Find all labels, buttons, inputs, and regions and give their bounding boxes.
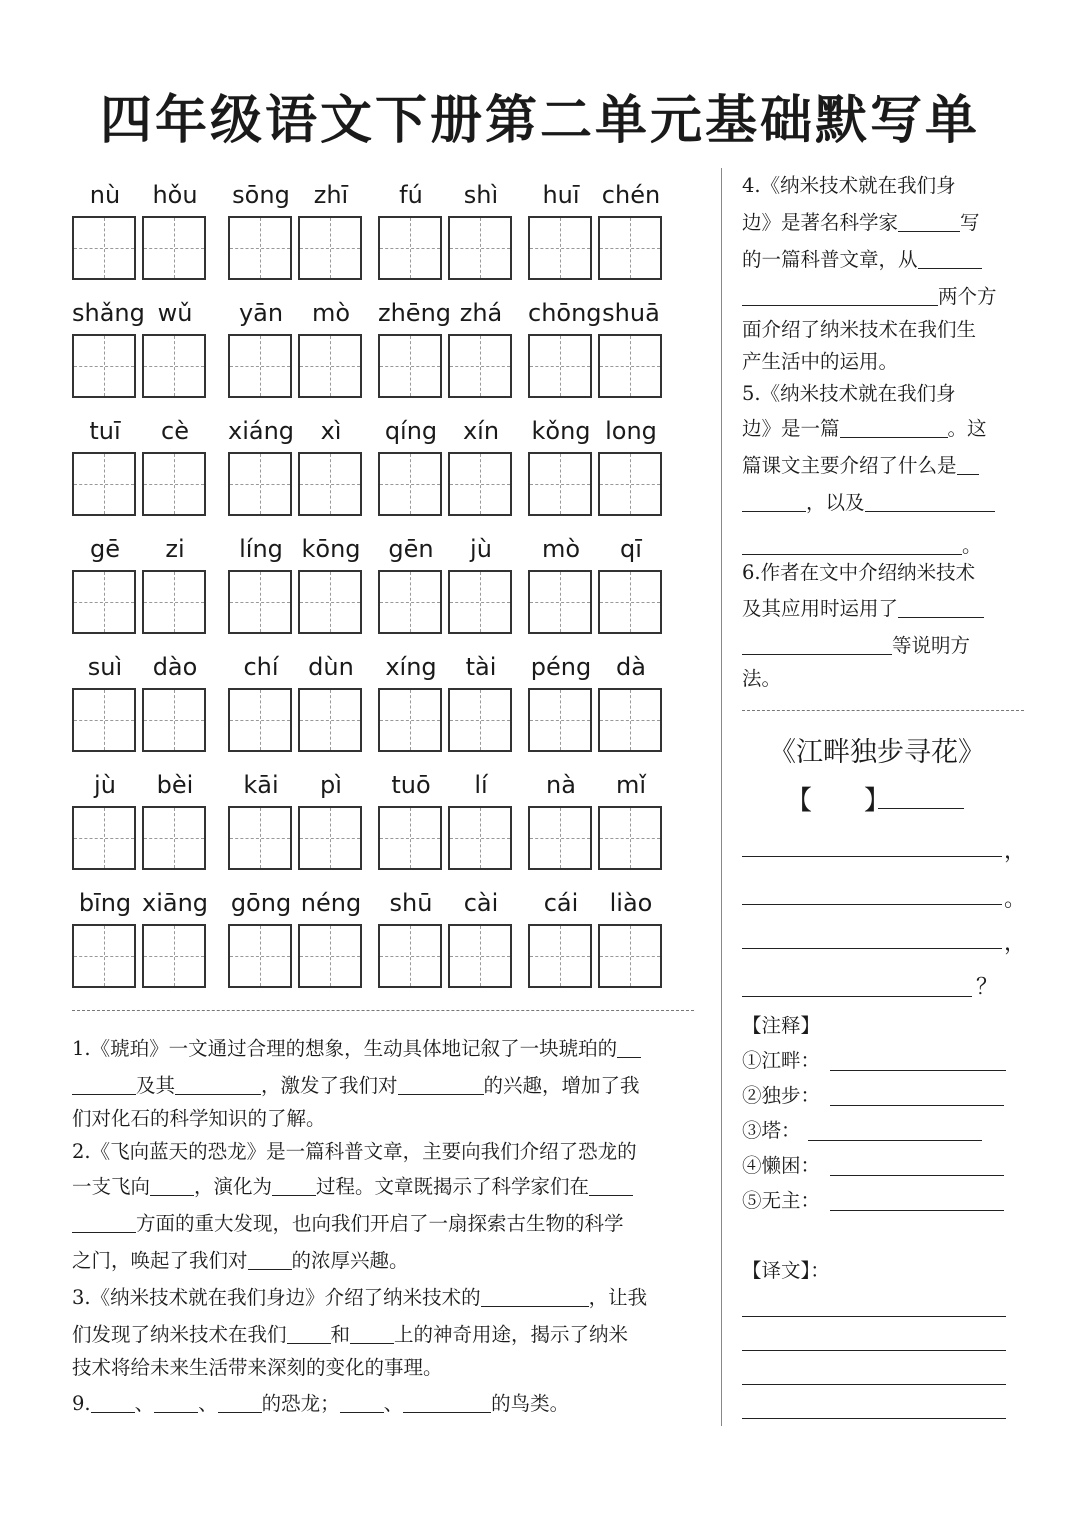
character-writing-box[interactable] [528, 216, 592, 280]
character-writing-box[interactable] [142, 452, 206, 516]
pinyin-label: zhá [459, 299, 503, 327]
pinyin-label: mò [311, 299, 351, 327]
blank[interactable] [742, 532, 962, 555]
word-pair [72, 762, 212, 880]
poem-author-blank[interactable] [878, 808, 964, 809]
word-pair [228, 762, 368, 880]
character-writing-box[interactable] [448, 924, 512, 988]
blank[interactable] [340, 1390, 384, 1413]
blank[interactable] [154, 1390, 198, 1413]
character-writing-box[interactable] [228, 688, 292, 752]
pinyin-label: shū [389, 889, 433, 917]
pinyin-label: nà [546, 771, 576, 799]
note-label: ④懒困： [742, 1154, 821, 1177]
word-pair [228, 172, 368, 290]
pinyin-label: dào [152, 653, 198, 681]
blank[interactable] [150, 1173, 194, 1196]
word-pair [72, 290, 212, 408]
pinyin-label: zi [165, 535, 185, 563]
pinyin-label: cài [463, 889, 499, 917]
blank[interactable] [617, 1035, 641, 1058]
pinyin-label: qī [620, 535, 642, 563]
pinyin-label: nù [89, 181, 121, 209]
word-pair [72, 526, 212, 644]
character-writing-box[interactable] [72, 806, 136, 870]
character-writing-box[interactable] [528, 570, 592, 634]
pinyin-label: cè [161, 417, 189, 445]
pinyin-label: mò [541, 535, 581, 563]
character-writing-box[interactable] [598, 688, 662, 752]
character-writing-box[interactable] [298, 924, 362, 988]
blank[interactable] [918, 246, 982, 269]
pinyin-row [72, 526, 672, 644]
note-blank[interactable] [830, 1210, 1004, 1211]
word-pair [72, 880, 212, 998]
note-blank[interactable] [808, 1140, 982, 1141]
note-label: ③塔： [742, 1119, 801, 1142]
character-writing-box[interactable] [72, 924, 136, 988]
pinyin-label: cái [543, 889, 579, 917]
blank[interactable] [287, 1321, 331, 1344]
pinyin-label: líng [239, 535, 283, 563]
pinyin-label: xiāng [142, 889, 209, 917]
character-writing-box[interactable] [378, 570, 442, 634]
pinyin-label: kāi [243, 771, 279, 799]
translation-line[interactable] [742, 1418, 1006, 1419]
character-writing-box[interactable] [448, 570, 512, 634]
word-pair [528, 526, 668, 644]
word-pair [72, 172, 212, 290]
blank[interactable] [403, 1390, 491, 1413]
pinyin-row [72, 644, 672, 762]
pinyin-label: jù [470, 535, 492, 563]
word-pair [528, 880, 668, 998]
translation-line[interactable] [742, 1350, 1006, 1351]
blank[interactable] [91, 1390, 135, 1413]
pinyin-label: yān [238, 299, 284, 327]
word-pair [228, 526, 368, 644]
word-pair [528, 644, 668, 762]
pinyin-label: pì [320, 771, 342, 799]
word-pair [228, 290, 368, 408]
blank[interactable] [248, 1247, 292, 1270]
blank[interactable] [898, 209, 960, 232]
pinyin-label: xì [320, 417, 342, 445]
word-pair [228, 880, 368, 998]
pinyin-label: long [605, 417, 657, 445]
character-writing-box[interactable] [298, 570, 362, 634]
pinyin-label: tuō [391, 771, 431, 799]
word-pair [228, 408, 368, 526]
pinyin-label: shǎng [72, 299, 145, 327]
pinyin-label: chōng [528, 299, 602, 327]
character-writing-box[interactable] [298, 334, 362, 398]
poem-punct-1: ， [1004, 839, 1027, 864]
character-writing-box[interactable] [378, 924, 442, 988]
word-pair [528, 172, 668, 290]
word-pair [228, 644, 368, 762]
translation-label: 【译文】： [742, 1259, 830, 1282]
pinyin-label: xín [462, 417, 500, 445]
blank[interactable] [72, 1072, 136, 1095]
blank[interactable] [398, 1072, 484, 1095]
pinyin-label: zhēng [378, 299, 452, 327]
poem-title: 《江畔独步寻花》 [769, 737, 985, 768]
section-divider [72, 1010, 694, 1011]
pinyin-label: kōng [301, 535, 361, 563]
character-writing-box[interactable] [228, 924, 292, 988]
blank[interactable] [218, 1390, 262, 1413]
word-pair [378, 526, 518, 644]
blank[interactable] [481, 1284, 589, 1307]
character-writing-box[interactable] [528, 806, 592, 870]
pinyin-label: gēn [388, 535, 434, 563]
pinyin-label: jù [94, 771, 116, 799]
character-writing-box[interactable] [228, 570, 292, 634]
poem-line-3[interactable] [742, 948, 1002, 949]
character-writing-box[interactable] [228, 334, 292, 398]
character-writing-box[interactable] [298, 806, 362, 870]
notes-label: 【注释】 [742, 1014, 821, 1037]
pinyin-label: gē [90, 535, 120, 563]
poem-line-2[interactable] [742, 904, 1002, 905]
pinyin-row [72, 408, 672, 526]
character-writing-box[interactable] [228, 216, 292, 280]
pinyin-row [72, 762, 672, 880]
character-writing-box[interactable] [528, 334, 592, 398]
translation-line[interactable] [742, 1384, 1006, 1385]
character-writing-box[interactable] [72, 216, 136, 280]
pinyin-label: sōng [232, 181, 290, 209]
pinyin-label: liào [609, 889, 653, 917]
word-pair [528, 290, 668, 408]
character-writing-box[interactable] [228, 452, 292, 516]
character-writing-box[interactable] [298, 216, 362, 280]
pinyin-label: gōng [230, 889, 292, 917]
pinyin-row [72, 880, 672, 998]
character-writing-box[interactable] [298, 452, 362, 516]
character-writing-box[interactable] [378, 216, 442, 280]
character-writing-box[interactable] [142, 570, 206, 634]
pinyin-label: bèi [156, 771, 194, 799]
poem-punct-4: ？ [976, 975, 999, 1000]
word-pair [378, 880, 518, 998]
character-writing-box[interactable] [142, 806, 206, 870]
pinyin-label: hǒu [152, 181, 198, 209]
pinyin-label: suì [87, 653, 123, 681]
translation-line[interactable] [742, 1316, 1006, 1317]
pinyin-label: shì [463, 181, 499, 209]
pinyin-label: dà [616, 653, 646, 681]
character-writing-box[interactable] [528, 924, 592, 988]
blank[interactable] [865, 489, 995, 512]
word-pair [378, 644, 518, 762]
character-writing-box[interactable] [378, 452, 442, 516]
blank[interactable] [742, 283, 938, 306]
page-title: 四年级语文下册第二单元基础默写单 [99, 91, 980, 151]
pinyin-label: tài [465, 653, 497, 681]
character-writing-box[interactable] [142, 924, 206, 988]
pinyin-label: chí [243, 653, 279, 681]
note-blank[interactable] [830, 1175, 1004, 1176]
character-writing-box[interactable] [598, 334, 662, 398]
pinyin-row [72, 290, 672, 408]
character-writing-box[interactable] [142, 216, 206, 280]
character-writing-box[interactable] [448, 688, 512, 752]
blank[interactable] [742, 632, 892, 655]
note-label: ②独步： [742, 1084, 821, 1107]
pinyin-label: xíng [385, 653, 437, 681]
character-writing-box[interactable] [72, 570, 136, 634]
blank[interactable] [898, 595, 984, 618]
note-label: ①江畔： [742, 1049, 821, 1072]
blank[interactable] [72, 1210, 136, 1233]
word-pair [528, 408, 668, 526]
blank[interactable] [350, 1321, 394, 1344]
character-writing-box[interactable] [598, 216, 662, 280]
poem-line-4[interactable] [742, 996, 972, 997]
poem-author-bracket: 【 】 [786, 786, 891, 816]
note-blank[interactable] [830, 1070, 1006, 1071]
section-divider [742, 710, 1024, 711]
poem-punct-2: 。 [1004, 887, 1027, 912]
pinyin-label: huī [542, 181, 580, 209]
word-pair [72, 408, 212, 526]
word-pair [528, 762, 668, 880]
pinyin-label: mǐ [615, 771, 647, 799]
character-writing-box[interactable] [598, 452, 662, 516]
note-blank[interactable] [830, 1105, 1004, 1106]
note-label: ⑤无主： [742, 1189, 821, 1212]
pinyin-label: bīng [78, 889, 132, 917]
pinyin-label: xiáng [228, 417, 295, 445]
word-pair [378, 172, 518, 290]
blank[interactable] [742, 489, 806, 512]
pinyin-label: tuī [89, 417, 121, 445]
character-writing-box[interactable] [72, 688, 136, 752]
blank[interactable] [840, 415, 948, 438]
poem-punct-3: ， [1004, 931, 1027, 956]
blank[interactable] [589, 1173, 633, 1196]
character-writing-box[interactable] [598, 806, 662, 870]
pinyin-label: fú [399, 181, 423, 209]
character-writing-box[interactable] [378, 688, 442, 752]
blank[interactable] [957, 452, 979, 475]
pinyin-label: chén [601, 181, 661, 209]
word-pair [378, 290, 518, 408]
pinyin-label: shuā [602, 299, 660, 327]
character-writing-box[interactable] [142, 334, 206, 398]
character-writing-box[interactable] [528, 688, 592, 752]
pinyin-label: péng [530, 653, 592, 681]
character-writing-box[interactable] [72, 452, 136, 516]
pinyin-label: qíng [384, 417, 438, 445]
character-writing-box[interactable] [72, 334, 136, 398]
pinyin-label: zhī [313, 181, 349, 209]
blank[interactable] [272, 1173, 316, 1196]
pinyin-label: wǔ [157, 299, 193, 327]
pinyin-label: dùn [308, 653, 354, 681]
character-writing-box[interactable] [142, 688, 206, 752]
character-writing-box[interactable] [528, 452, 592, 516]
pinyin-label: lí [474, 771, 488, 799]
word-pair [378, 762, 518, 880]
pinyin-label: néng [300, 889, 362, 917]
column-divider [721, 168, 722, 1426]
character-writing-box[interactable] [378, 806, 442, 870]
character-writing-box[interactable] [228, 806, 292, 870]
character-writing-box[interactable] [598, 570, 662, 634]
character-writing-box[interactable] [598, 924, 662, 988]
character-writing-box[interactable] [448, 216, 512, 280]
pinyin-row [72, 172, 672, 290]
character-writing-box[interactable] [448, 452, 512, 516]
character-writing-box[interactable] [448, 806, 512, 870]
blank[interactable] [175, 1072, 261, 1095]
character-writing-box[interactable] [298, 688, 362, 752]
pinyin-label: kǒng [531, 417, 591, 445]
character-writing-box[interactable] [378, 334, 442, 398]
character-writing-box[interactable] [448, 334, 512, 398]
poem-line-1[interactable] [742, 856, 1002, 857]
word-pair [378, 408, 518, 526]
word-pair [72, 644, 212, 762]
